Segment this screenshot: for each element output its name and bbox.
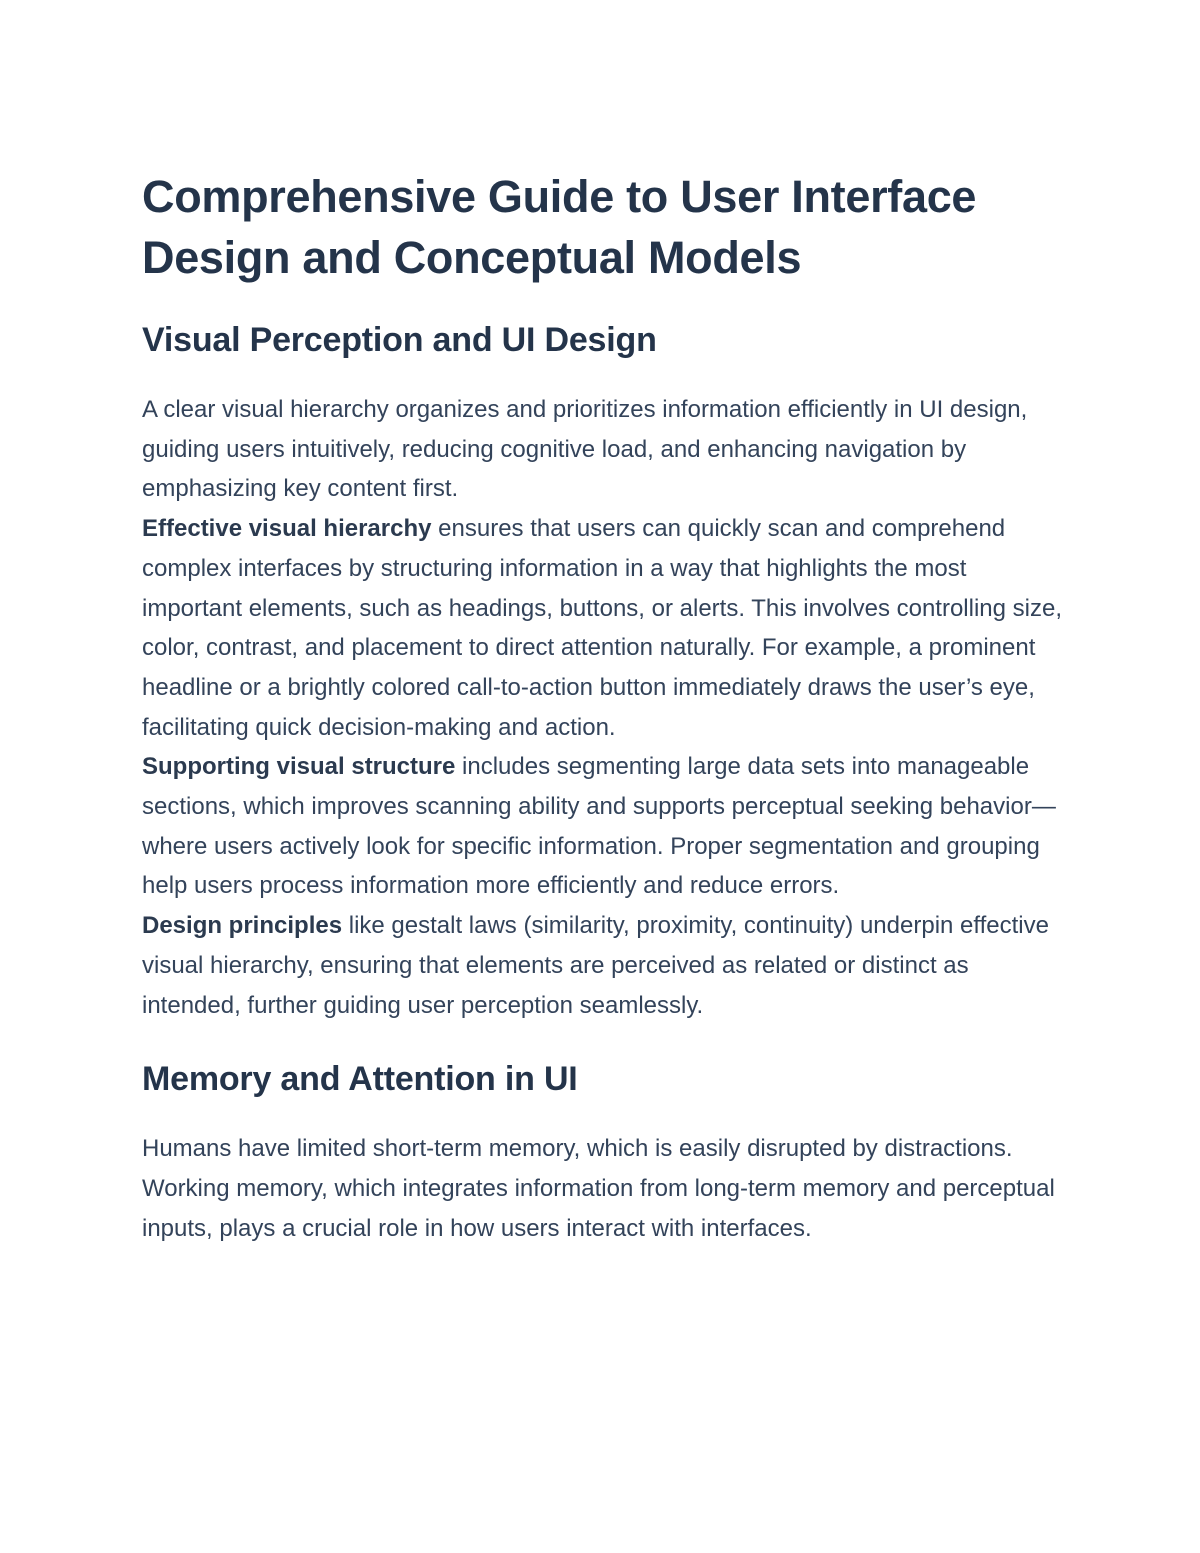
paragraph-text: like gestalt laws (similarity, proximity, continuity) underpin effective visual hierarchy, ensuring that elements are perceived as related or distinct as intended, further guiding user perception seamlessly. xyxy=(142,912,1049,1019)
paragraph-effective-visual-hierarchy xyxy=(142,509,1072,747)
paragraph-visual-hierarchy-intro xyxy=(142,390,1072,509)
paragraph-lead-term: Supporting visual structure xyxy=(142,753,456,781)
paragraph-text: ensures that users can quickly scan and comprehend complex interfaces by structuring information in a way that highlights the most important elements, such as headings, buttons, or alerts. This involves controlling size, color, contrast, and placement to direct attention naturally. For example, a prominent headline or a brightly colored call-to-action button immediately draws the user’s eye, facilitating quick decision-making and action. xyxy=(142,515,1063,741)
section-memory-attention xyxy=(142,1057,1072,1248)
paragraph-short-term-memory xyxy=(142,1129,1072,1248)
paragraph-text: A clear visual hierarchy organizes and prioritizes information efficiently in UI design, guiding users intuitively, reducing cognitive load, and enhancing navigation by emphasizing key content first. xyxy=(142,396,1028,503)
document-page xyxy=(142,166,1072,1248)
paragraph-design-principles xyxy=(142,906,1072,1025)
paragraph-text: Humans have limited short-term memory, which is easily disrupted by distractions. Working memory, which integrates information from long-term memory and perceptual inputs, plays a crucial role in how users interact with interfaces. xyxy=(142,1135,1055,1242)
paragraph-lead-term: Design principles xyxy=(142,912,343,940)
paragraph-lead-term: Effective visual hierarchy xyxy=(142,515,432,543)
paragraph-text: includes segmenting large data sets into manageable sections, which improves scanning ability and supports perceptual seeking behavior—where users actively look for specific information. Proper segmentation and grouping help users process information more efficiently and reduce errors. xyxy=(142,753,1056,900)
document-title: Comprehensive Guide to User Interface Design and Conceptual Models xyxy=(142,171,977,283)
section-heading: Visual Perception and UI Design xyxy=(142,321,657,359)
section-heading: Memory and Attention in UI xyxy=(142,1060,578,1099)
paragraph-supporting-visual-structure xyxy=(142,747,1072,906)
section-visual-perception xyxy=(142,318,1072,1025)
